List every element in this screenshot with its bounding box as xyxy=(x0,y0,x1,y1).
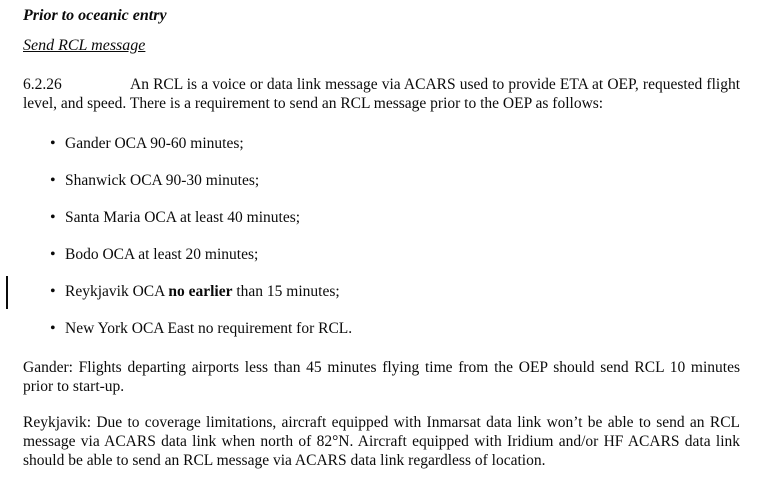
intro-paragraph-text: An RCL is a voice or data link message via ACARS used to provide ETA at OEP, requested flight level, and speed. There is a requirement to send an RCL message prior to the OEP as follows: xyxy=(23,76,740,112)
list-item xyxy=(23,282,740,301)
reykjavik-note-paragraph: Reykjavik: Due to coverage limitations, aircraft equipped with Inmarsat data link won’t be able to send an RCL message via ACARS data link when north of 82°N. Aircraft equipped with Iridium and/or HF ACARS data link should be able to send an RCL message via ACARS data link regardless of location. xyxy=(23,414,740,469)
list-item-text: Reykjavik OCA xyxy=(65,283,169,300)
subsection-heading: Send RCL message xyxy=(23,37,146,54)
list-item-text: Santa Maria OCA at least 40 minutes; xyxy=(65,209,301,226)
list-item-text: than 15 minutes; xyxy=(232,283,340,300)
list-item xyxy=(23,134,740,153)
list-item-text: Gander OCA 90-60 minutes; xyxy=(65,135,244,152)
gander-note-paragraph: Gander: Flights departing airports less than 45 minutes flying time from the OEP should send RCL 10 minutes prior to start-up. xyxy=(23,359,740,395)
bullet-icon: • xyxy=(50,246,56,263)
intro-paragraph xyxy=(23,75,740,113)
section-heading: Prior to oceanic entry xyxy=(23,7,167,24)
list-item-bold-text: no earlier xyxy=(168,283,233,300)
list-item xyxy=(23,208,740,227)
list-item xyxy=(23,245,740,264)
list-item-text: Shanwick OCA 90-30 minutes; xyxy=(65,172,260,189)
bullet-icon: • xyxy=(50,172,56,189)
list-item xyxy=(23,319,740,338)
bullet-icon: • xyxy=(50,209,56,226)
list-item-text: New York OCA East no requirement for RCL. xyxy=(65,320,353,337)
bullet-icon: • xyxy=(50,320,56,337)
list-item-text: Bodo OCA at least 20 minutes; xyxy=(65,246,259,263)
oca-requirements-list xyxy=(23,134,740,338)
paragraph-number: 6.2.26 xyxy=(23,76,62,93)
bullet-icon: • xyxy=(50,135,56,152)
list-item xyxy=(23,171,740,190)
bullet-icon: • xyxy=(50,283,56,300)
change-bar-icon xyxy=(6,276,8,309)
